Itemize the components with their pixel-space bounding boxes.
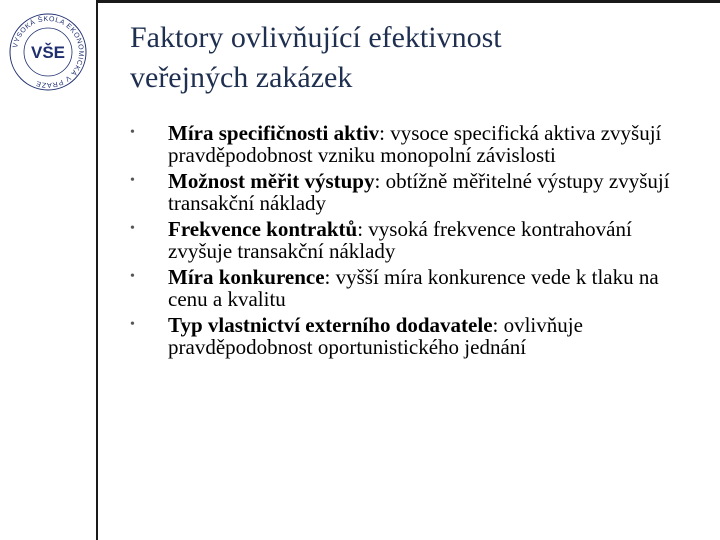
bullet-term: Míra specifičnosti aktiv: [168, 121, 380, 145]
bullet-item: [130, 218, 690, 262]
logo-mark-text: VŠE: [30, 43, 66, 62]
bullet-item: [130, 314, 690, 358]
bullet-term: Frekvence kontraktů: [168, 217, 358, 241]
bullet-term: Typ vlastnictví externího dodavatele: [168, 313, 493, 337]
bullet-text: : vysoká frekvence kontrahování zvyšuje transakční náklady: [168, 217, 632, 263]
bullet-dot-icon: •: [130, 125, 135, 140]
slide-title: [130, 18, 690, 98]
bullet-text: : ovlivňuje pravděpodobnost oportunistického jednání: [168, 313, 583, 359]
bullet-list: [130, 122, 690, 358]
bullet-text: : vysoce specifická aktiva zvyšují pravděpodobnost vzniku monopolní závislosti: [168, 121, 662, 167]
sidebar-panel: [0, 0, 98, 540]
bullet-dot-icon: •: [130, 221, 135, 236]
logo-ring-text: VYSOKÁ ŠKOLA EKONOMICKÁ V PRAZE: [12, 15, 85, 89]
bullet-dot-icon: •: [130, 173, 135, 188]
bullet-text: : obtížně měřitelné výstupy zvyšují transakční náklady: [168, 169, 670, 215]
vse-logo-icon: [6, 10, 90, 94]
top-rule: [96, 0, 720, 3]
title-line-2: veřejných zakázek: [130, 61, 353, 94]
bullet-dot-icon: •: [130, 317, 135, 332]
bullet-item: [130, 170, 690, 214]
bullet-text: : vyšší míra konkurence vede k tlaku na cenu a kvalitu: [168, 265, 659, 311]
title-line-1: Faktory ovlivňující efektivnost: [130, 21, 502, 54]
bullet-term: Možnost měřit výstupy: [168, 169, 375, 193]
bullet-item: [130, 266, 690, 310]
bullet-term: Míra konkurence: [168, 265, 325, 289]
bullet-dot-icon: •: [130, 269, 135, 284]
bullet-item: [130, 122, 690, 166]
